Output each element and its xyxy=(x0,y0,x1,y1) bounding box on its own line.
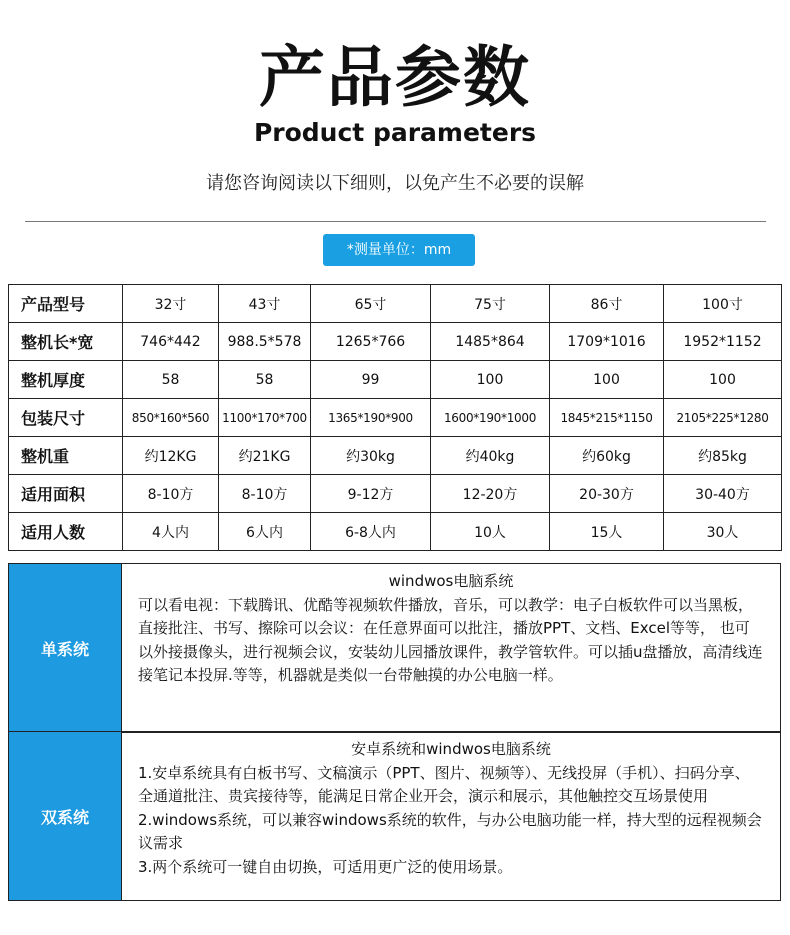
table-cell: 12-20方 xyxy=(431,475,550,513)
table-cell: 15人 xyxy=(550,513,664,551)
dual-system-title: 安卓系统和windwos电脑系统 xyxy=(351,740,551,758)
table-row-weight xyxy=(9,437,782,475)
table-row-area xyxy=(9,475,782,513)
table-row-people xyxy=(9,513,782,551)
page-subtitle: 请您咨询阅读以下细则，以免产生不必要的误解 xyxy=(206,173,584,194)
dual-system-line-3: 3.两个系统可一键自由切换，可适用更广泛的使用场景。 xyxy=(138,857,513,876)
single-system-content xyxy=(122,564,780,732)
table-row-package xyxy=(9,399,782,437)
table-row-thickness xyxy=(9,361,782,399)
table-cell: 100 xyxy=(431,361,550,399)
row-label: 整机长*宽 xyxy=(9,323,123,361)
single-system-row xyxy=(8,563,781,733)
table-cell: 约12KG xyxy=(123,437,219,475)
dual-system-row xyxy=(8,731,781,901)
single-system-description: 可以看电视：下载腾讯、优酷等视频软件播放，音乐，可以教学：电子白板软件可以当黑板，直接批注、书写、擦除可以会议：在任意界面可以批注，播放PPT、文档、Excel等等， 也可以外接摄像头，进行视频会议，安装幼儿园播放课件，教学管软件。可以插u盘播放，高清线连接笔记本投屏.等等，机器就是类似一台带触摸的办公电脑一样。 xyxy=(138,595,763,684)
table-cell: 9-12方 xyxy=(311,475,431,513)
table-cell: 30人 xyxy=(664,513,782,551)
table-cell: 2105*225*1280 xyxy=(664,399,782,437)
dual-system-line-2: 2.windows系统，可以兼容windows系统的软件，与办公电脑功能一样，持大型的远程视频会议需求 xyxy=(138,810,762,852)
dual-system-label: 双系统 xyxy=(9,732,122,900)
table-cell: 约30kg xyxy=(311,437,431,475)
table-cell: 58 xyxy=(219,361,311,399)
table-cell: 约85kg xyxy=(664,437,782,475)
table-cell: 100 xyxy=(550,361,664,399)
table-cell: 58 xyxy=(123,361,219,399)
table-cell: 850*160*560 xyxy=(123,399,219,437)
table-cell: 43寸 xyxy=(219,285,311,323)
table-cell: 1265*766 xyxy=(311,323,431,361)
unit-badge: *测量单位：mm xyxy=(323,234,475,266)
table-cell: 约60kg xyxy=(550,437,664,475)
table-cell: 1952*1152 xyxy=(664,323,782,361)
page-title: 产品参数 xyxy=(259,39,531,116)
table-cell: 100寸 xyxy=(664,285,782,323)
table-cell: 20-30方 xyxy=(550,475,664,513)
table-row-dimensions xyxy=(9,323,782,361)
table-cell: 1485*864 xyxy=(431,323,550,361)
spec-table xyxy=(8,284,782,551)
dual-system-content xyxy=(122,732,780,900)
table-row-model xyxy=(9,285,782,323)
table-cell: 约40kg xyxy=(431,437,550,475)
table-cell: 1600*190*1000 xyxy=(431,399,550,437)
table-cell: 75寸 xyxy=(431,285,550,323)
table-cell: 65寸 xyxy=(311,285,431,323)
row-label: 整机厚度 xyxy=(9,361,123,399)
row-label: 包装尺寸 xyxy=(9,399,123,437)
table-cell: 99 xyxy=(311,361,431,399)
row-label: 适用人数 xyxy=(9,513,123,551)
table-cell: 1365*190*900 xyxy=(311,399,431,437)
table-cell: 6人内 xyxy=(219,513,311,551)
single-system-label: 单系统 xyxy=(9,564,122,732)
page-title-english: Product parameters xyxy=(253,118,537,147)
row-label: 整机重 xyxy=(9,437,123,475)
dual-system-line-1: 1.安卓系统具有白板书写、文稿演示（PPT、图片、视频等）、无线投屏（手机）、扫码分享、全通道批注、贵宾接待等，能满足日常企业开会，演示和展示，其他触控交互场景使用 xyxy=(138,763,750,805)
table-cell: 86寸 xyxy=(550,285,664,323)
table-cell: 32寸 xyxy=(123,285,219,323)
table-cell: 100 xyxy=(664,361,782,399)
row-label: 适用面积 xyxy=(9,475,123,513)
table-cell: 1100*170*700 xyxy=(219,399,311,437)
table-cell: 1845*215*1150 xyxy=(550,399,664,437)
table-cell: 8-10方 xyxy=(219,475,311,513)
table-cell: 746*442 xyxy=(123,323,219,361)
table-cell: 988.5*578 xyxy=(219,323,311,361)
divider xyxy=(25,221,766,222)
table-cell: 30-40方 xyxy=(664,475,782,513)
table-cell: 8-10方 xyxy=(123,475,219,513)
table-cell: 10人 xyxy=(431,513,550,551)
table-cell: 约21KG xyxy=(219,437,311,475)
row-label: 产品型号 xyxy=(9,285,123,323)
single-system-title: windwos电脑系统 xyxy=(388,572,514,590)
table-cell: 1709*1016 xyxy=(550,323,664,361)
table-cell: 6-8人内 xyxy=(311,513,431,551)
table-cell: 4人内 xyxy=(123,513,219,551)
